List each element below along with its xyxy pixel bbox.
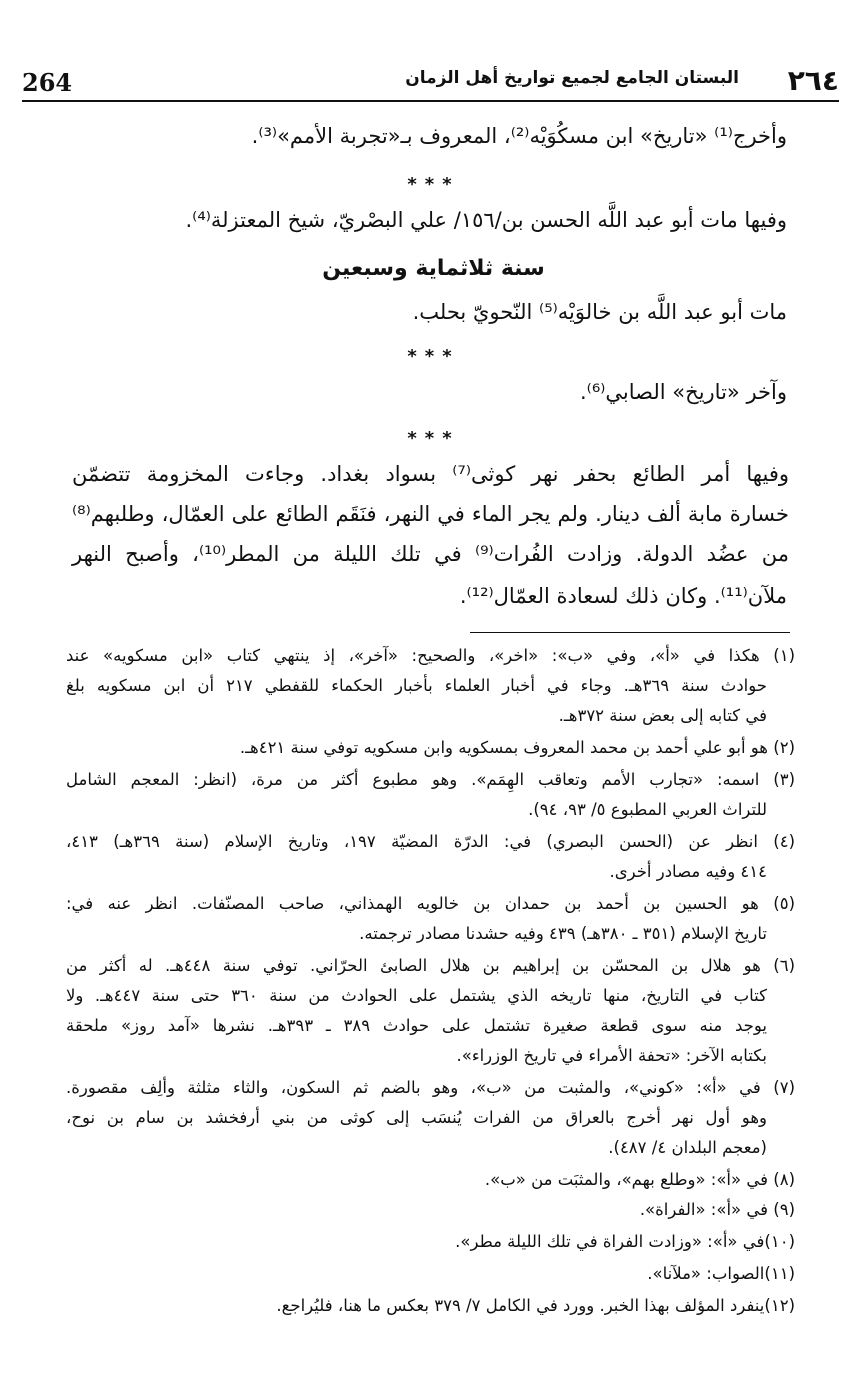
- footnote-6-cont: بكتابه الآخر: «تحفة الأمراء في تاريخ الوزراء».: [456, 1046, 767, 1065]
- body-line-4: وآخر «تاريخ» الصابي⁽⁶⁾.: [580, 380, 787, 404]
- body-line-1: وأخرج⁽¹⁾ «تاريخ» ابن مسكُوَيْه⁽²⁾، المعروف بـ«تجربة الأمم»⁽³⁾.: [251, 124, 787, 148]
- footnote-5: (٥) هو الحسين بن أحمد بن حمدان بن خالويه الهمذاني، صاحب المصنّفات. انظر عنه في:: [66, 894, 795, 913]
- footnote-4-cont: ٤١٤ وفيه مصادر أخرى.: [609, 862, 767, 881]
- footnote-12: (١٢)ينفرد المؤلف بهذا الخبر. وورد في الكامل ٧/ ٣٧٩ بعكس ما هنا، فليُراجع.: [276, 1296, 795, 1315]
- footnote-7: (٧) في «أ»: «كوني»، والمثبت من «ب»، وهو بالضم ثم السكون، والثاء مثلثة وألِف مقصورة.: [66, 1078, 795, 1097]
- footnote-3-cont: للتراث العربي المطبوع ٥/ ٩٣، ٩٤).: [528, 800, 767, 819]
- footnote-5-cont: تاريخ الإسلام (٣٥١ ـ ٣٨٠هـ) ٤٣٩ وفيه حشدنا مصادر ترجمته.: [359, 924, 767, 943]
- footnote-11: (١١)الصواب: «ملآنا».: [647, 1264, 795, 1283]
- footnote-3: (٣) اسمه: «تجارب الأمم وتعاقب الهِمَم». وهو مطبوع أكثر من مرة، (انظر: المعجم الشامل: [66, 770, 795, 789]
- page-header: [22, 62, 839, 102]
- section-separator: ***: [407, 428, 460, 449]
- footnote-1-cont: حوادث سنة ٣٦٩هـ. وجاء في أخبار العلماء بأخبار الحكماء للقفطي ٢١٧ أن ابن مسكويه بلغ: [66, 676, 767, 695]
- footnote-8: (٨) في «أ»: «وطلع بهم»، والمثبَت من «ب».: [484, 1170, 795, 1189]
- body-line-2: وفيها مات أبو عبد اللَّه الحسن بن/١٥٦/ علي البصْريّ، شيخ المعتزلة⁽⁴⁾.: [185, 208, 787, 232]
- footnote-6-cont: يوجد منه سوى قطعة صغيرة تشتمل على حوادث ٣٨٩ ـ ٣٩٣هـ. نشرها «آمد روز» ملحقة: [66, 1016, 767, 1035]
- section-separator: ***: [407, 346, 460, 367]
- footnote-10: (١٠)في «أ»: «وزادت الفراة في تلك الليلة مطر».: [455, 1232, 795, 1251]
- footnote-1-cont: في كتابه إلى بعض سنة ٣٧٢هـ.: [558, 706, 767, 725]
- footnote-7-cont: (معجم البلدان ٤/ ٤٨٧).: [608, 1138, 767, 1157]
- paragraph-line-2: خسارة مابة ألف دينار. ولم يجر الماء في النهر، فنَقَم الطائع على العمّال، وطلبهم⁽⁸⁾: [72, 502, 789, 526]
- page-number-arabic: ٢٦٤: [787, 64, 839, 97]
- body-line-3: مات أبو عبد اللَّه بن خالوَيْه⁽⁵⁾ النّحويّ بحلب.: [412, 300, 787, 324]
- footnote-4: (٤) انظر عن (الحسن البصري) في: الدرّة المضيّة ١٩٧، وتاريخ الإسلام (سنة ٣٦٩هـ) ٤١٣،: [66, 832, 796, 851]
- footnote-7-cont: وهو أول نهر أخرج بالعراق من الفرات يُنسَب إلى كوثى من بني أرفخشد بن سام بن نوح،: [66, 1108, 767, 1127]
- paragraph-line-3: من عضُد الدولة. وزادت الفُرات⁽⁹⁾ في تلك الليلة من المطر⁽¹⁰⁾، وأصبح النهر: [72, 542, 789, 566]
- section-separator: ***: [407, 174, 460, 195]
- footnote-6: (٦) هو هلال بن المحسّن بن إبراهيم بن هلال الصابئ الحرّاني. توفي سنة ٤٤٨هـ. له أكثر من: [66, 956, 795, 975]
- year-heading: سنة ثلاثماية وسبعين: [322, 256, 545, 281]
- footnote-1: (١) هكذا في «أ»، وفي «ب»: «اخر»، والصحيح: «آخر»، إذ ينتهي كتاب «ابن مسكويه» عند: [66, 646, 795, 665]
- footnote-9: (٩) في «أ»: «الفراة».: [639, 1200, 795, 1219]
- paragraph-line-4: ملآن⁽¹¹⁾. وكان ذلك لسعادة العمّال⁽¹²⁾.: [459, 584, 787, 608]
- paragraph-line-1: وفيها أمر الطائع بحفر نهر كوثى⁽⁷⁾ بسواد بغداد. وجاءت المخزومة تتضمّن: [72, 462, 789, 486]
- footnote-2: (٢) هو أبو علي أحمد بن محمد المعروف بمسكويه وابن مسكويه توفي سنة ٤٢١هـ.: [239, 738, 795, 757]
- running-title: البستان الجامع لجميع تواريخ أهل الزمان: [405, 68, 739, 88]
- page-number-latin: 264: [22, 68, 73, 97]
- footnote-6-cont: كتاب في التاريخ، منها تاريخه الذي يشتمل على الحوادث من سنة ٣٦٠ حتى سنة ٤٤٧هـ. ولا: [66, 986, 768, 1005]
- footnote-divider: [470, 632, 790, 633]
